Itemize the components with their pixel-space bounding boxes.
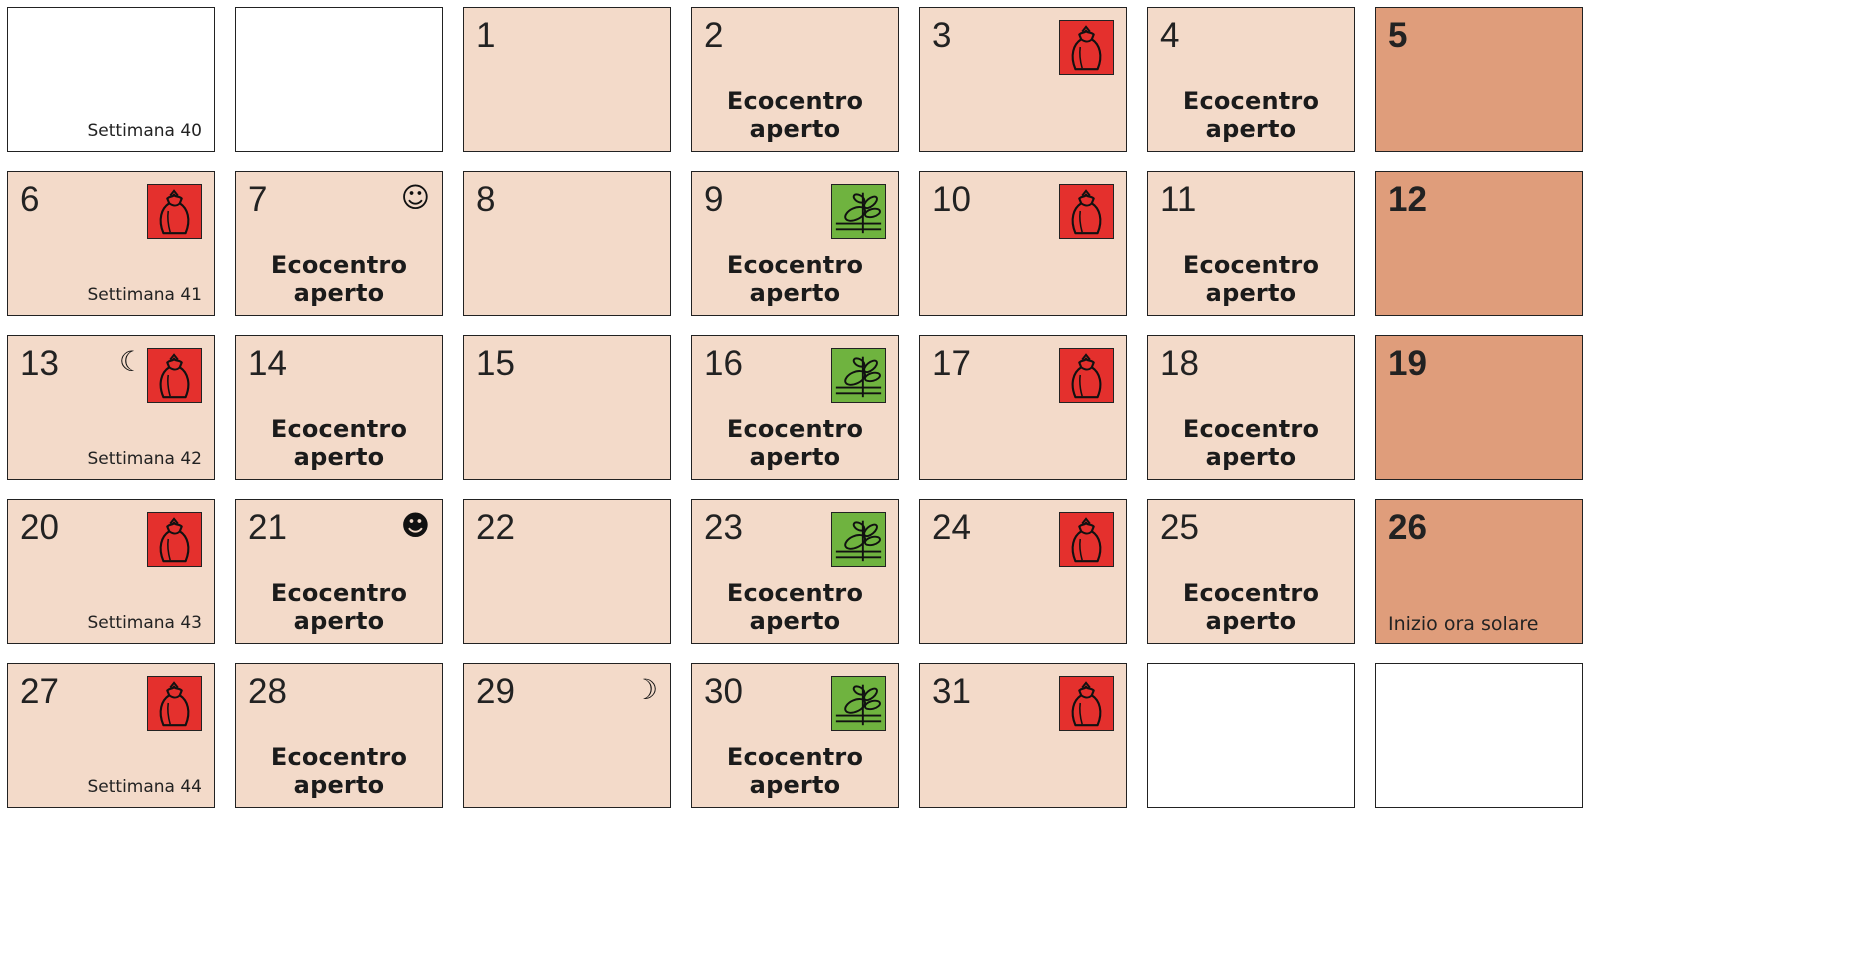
day-cell: [235, 171, 443, 316]
red-bag-icon: [1059, 512, 1114, 567]
day-cell: [691, 499, 899, 644]
event-label: Ecocentro aperto: [726, 415, 864, 471]
day-cell: [691, 663, 899, 808]
day-number: 9: [704, 180, 724, 219]
day-number: 24: [932, 508, 971, 547]
green-organic-icon: [831, 184, 886, 239]
event-label: Ecocentro aperto: [1182, 251, 1320, 307]
week-label: Settimana 44: [87, 777, 202, 797]
day-number: 5: [1388, 16, 1408, 55]
day-number: 19: [1388, 344, 1427, 383]
first-quarter-moon-icon: ☽: [632, 673, 658, 706]
day-cell: [1147, 499, 1355, 644]
red-bag-icon: [147, 348, 202, 403]
day-number: 20: [20, 508, 59, 547]
day-cell: [235, 499, 443, 644]
day-cell: [691, 171, 899, 316]
day-number: 4: [1160, 16, 1180, 55]
day-number: 21: [248, 508, 287, 547]
day-cell: [463, 7, 671, 152]
sunday-cell: [1375, 335, 1583, 480]
day-number: 23: [704, 508, 743, 547]
green-organic-icon: [831, 348, 886, 403]
green-organic-icon: [831, 512, 886, 567]
day-cell: [463, 171, 671, 316]
event-label: Ecocentro aperto: [270, 579, 408, 635]
empty-day-cell: [7, 7, 215, 152]
day-number: 12: [1388, 180, 1427, 219]
note-label: Inizio ora solare: [1388, 613, 1539, 635]
empty-day-cell: [235, 7, 443, 152]
day-cell: [235, 335, 443, 480]
red-bag-icon: [1059, 348, 1114, 403]
last-quarter-moon-icon: ☾: [118, 345, 144, 378]
day-cell: [235, 663, 443, 808]
event-label: Ecocentro aperto: [1182, 579, 1320, 635]
empty-day-cell: [1375, 663, 1583, 808]
event-label: Ecocentro aperto: [270, 415, 408, 471]
day-cell: [7, 171, 215, 316]
red-bag-icon: [1059, 184, 1114, 239]
day-number: 25: [1160, 508, 1199, 547]
event-label: Ecocentro aperto: [270, 743, 408, 799]
day-number: 27: [20, 672, 59, 711]
day-cell: [463, 335, 671, 480]
day-number: 6: [20, 180, 40, 219]
event-label: Ecocentro aperto: [726, 743, 864, 799]
day-cell: [463, 663, 671, 808]
empty-day-cell: [1147, 663, 1355, 808]
day-number: 17: [932, 344, 971, 383]
day-number: 1: [476, 16, 496, 55]
day-number: 29: [476, 672, 515, 711]
week-label: Settimana 40: [87, 121, 202, 141]
event-label: Ecocentro aperto: [726, 579, 864, 635]
day-number: 26: [1388, 508, 1427, 547]
sunday-cell: [1375, 171, 1583, 316]
day-cell: [7, 499, 215, 644]
day-cell: [1147, 7, 1355, 152]
day-cell: [1147, 171, 1355, 316]
day-number: 28: [248, 672, 287, 711]
event-label: Ecocentro aperto: [1182, 415, 1320, 471]
week-label: Settimana 43: [87, 613, 202, 633]
red-bag-icon: [147, 512, 202, 567]
day-number: 11: [1160, 180, 1197, 219]
event-label: Ecocentro aperto: [726, 87, 864, 143]
week-label: Settimana 42: [87, 449, 202, 469]
day-cell: [7, 663, 215, 808]
new-moon-icon: ☻: [400, 509, 430, 542]
day-number: 14: [248, 344, 287, 383]
day-cell: [691, 7, 899, 152]
red-bag-icon: [1059, 20, 1114, 75]
day-number: 8: [476, 180, 496, 219]
day-number: 10: [932, 180, 971, 219]
day-cell: [919, 335, 1127, 480]
day-cell: [919, 171, 1127, 316]
day-cell: [919, 499, 1127, 644]
event-label: Ecocentro aperto: [1182, 87, 1320, 143]
day-number: 15: [476, 344, 515, 383]
sunday-cell: [1375, 499, 1583, 644]
red-bag-icon: [147, 676, 202, 731]
day-number: 13: [20, 344, 59, 383]
day-cell: [919, 7, 1127, 152]
day-number: 16: [704, 344, 743, 383]
green-organic-icon: [831, 676, 886, 731]
day-number: 7: [248, 180, 268, 219]
day-cell: [1147, 335, 1355, 480]
sunday-cell: [1375, 7, 1583, 152]
week-label: Settimana 41: [87, 285, 202, 305]
day-number: 30: [704, 672, 743, 711]
day-cell: [919, 663, 1127, 808]
full-moon-icon: ☺: [400, 181, 430, 214]
day-cell: [7, 335, 215, 480]
day-number: 22: [476, 508, 515, 547]
day-number: 2: [704, 16, 724, 55]
event-label: Ecocentro aperto: [726, 251, 864, 307]
day-number: 31: [932, 672, 971, 711]
day-cell: [691, 335, 899, 480]
day-cell: [463, 499, 671, 644]
day-number: 3: [932, 16, 952, 55]
day-number: 18: [1160, 344, 1199, 383]
red-bag-icon: [1059, 676, 1114, 731]
red-bag-icon: [147, 184, 202, 239]
event-label: Ecocentro aperto: [270, 251, 408, 307]
